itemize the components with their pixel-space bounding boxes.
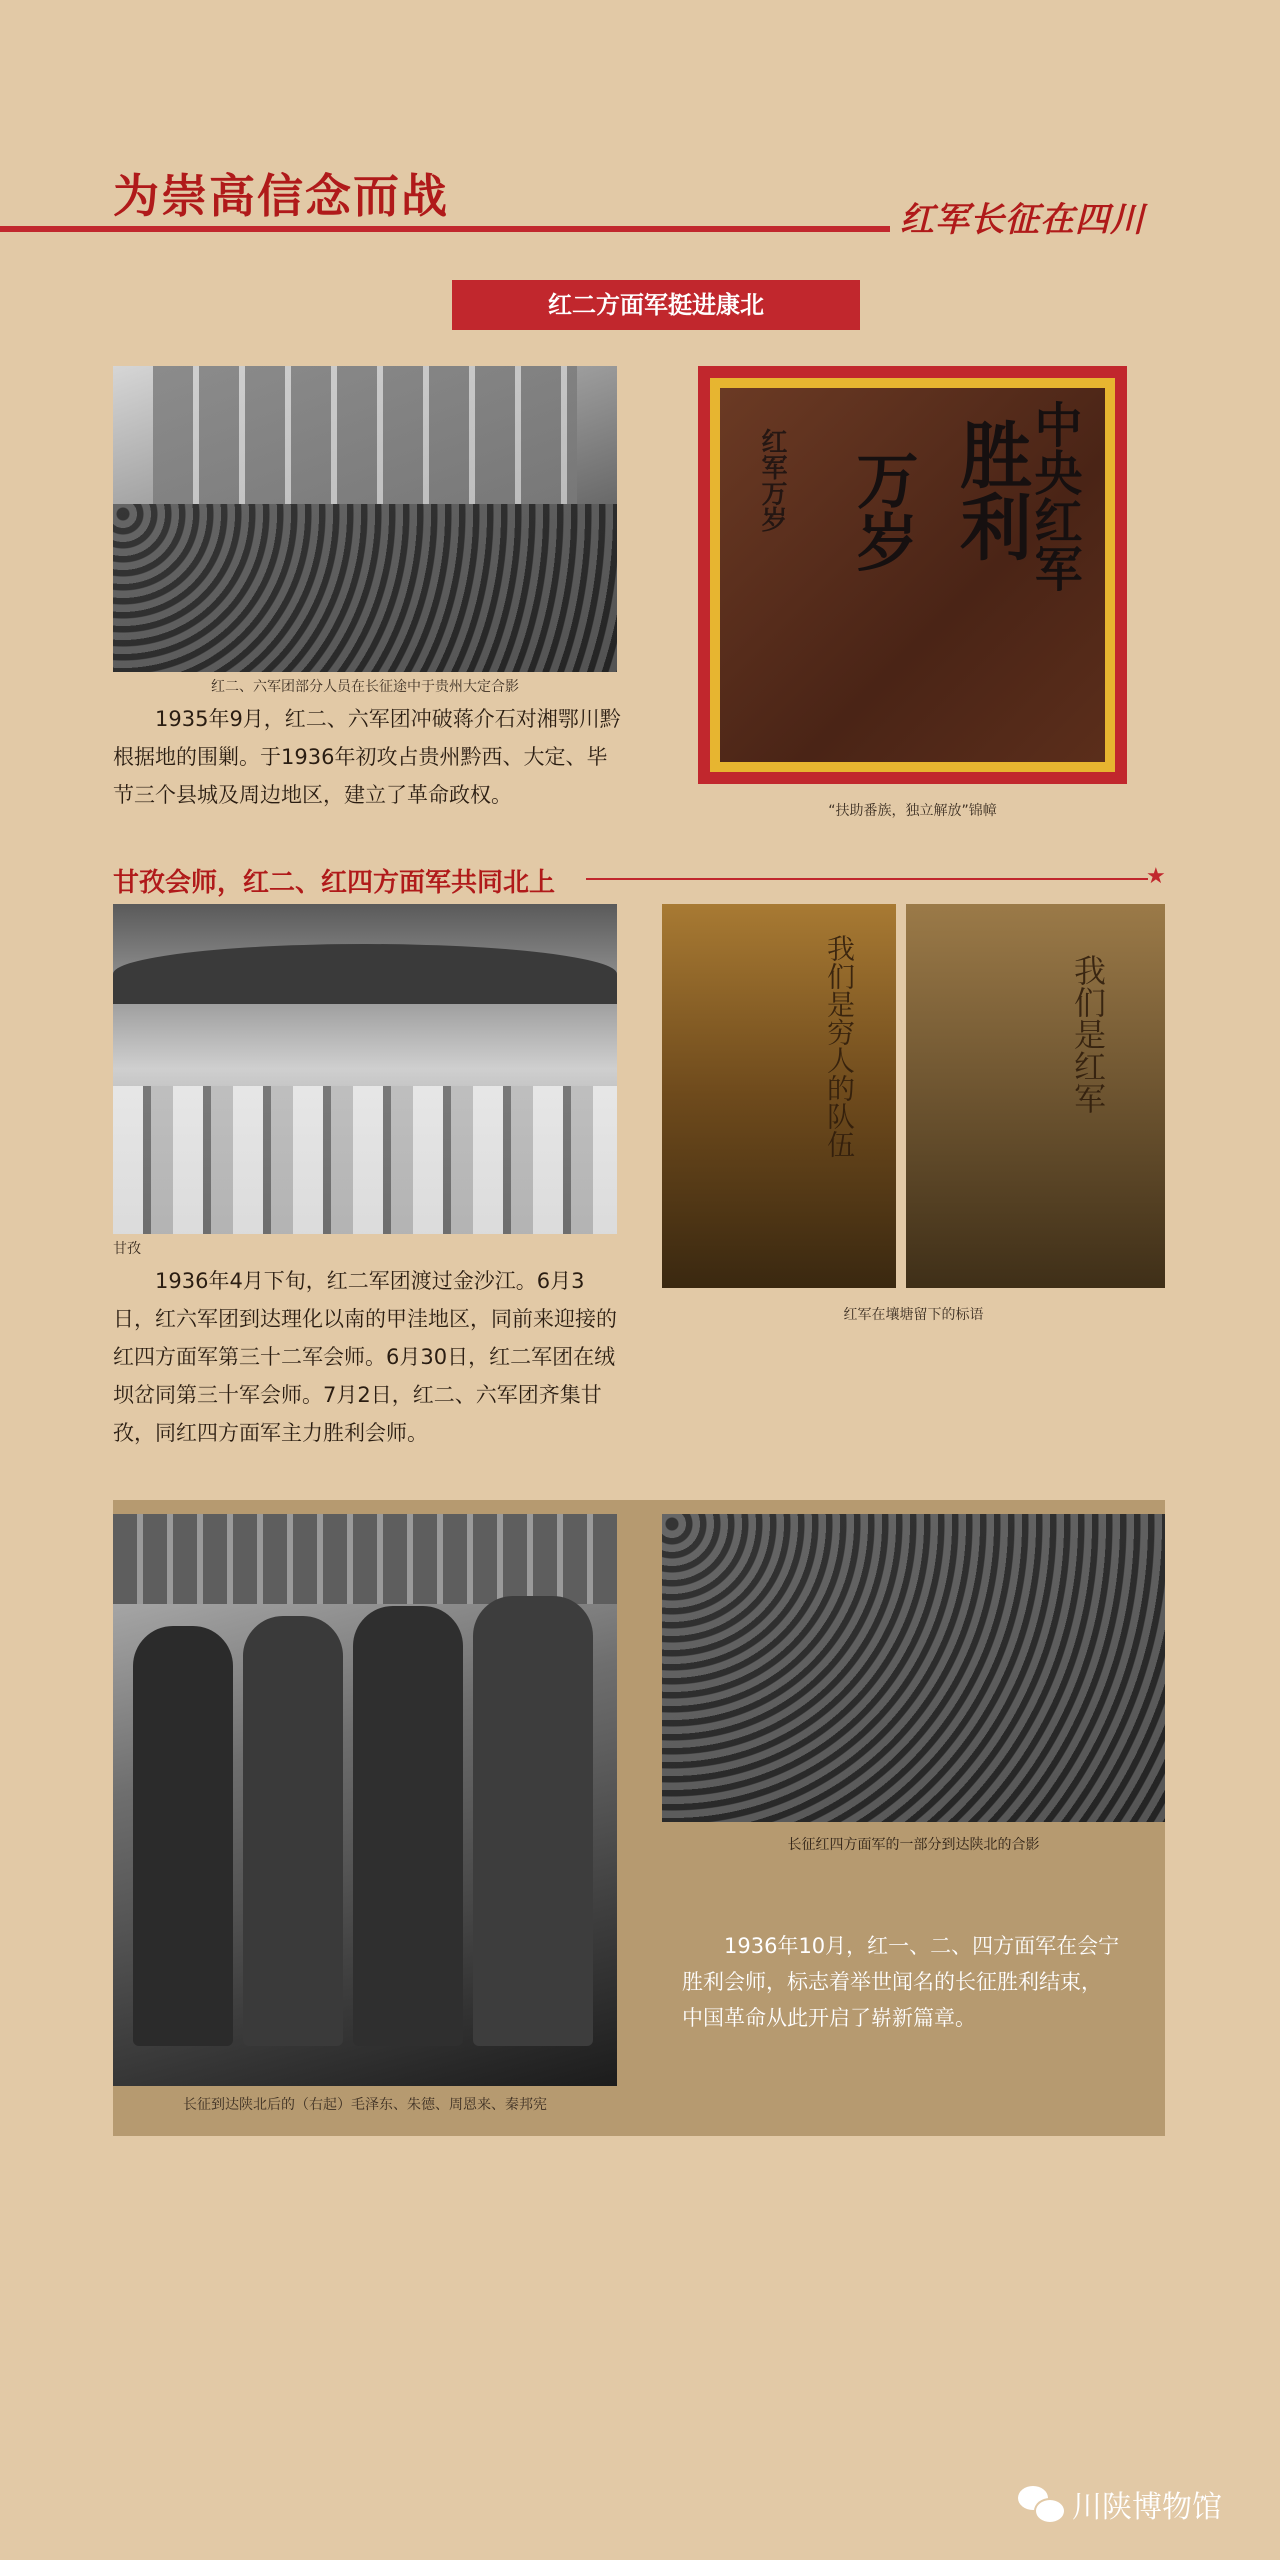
section2-paragraph: 1936年4月下旬，红二军团渡过金沙江。6月3日，红六军团到达理化以南的甲洼地区，同前来迎接的红四方面军第三十二军会师。6月30日，红二军团在绒坝岔同第三十军会师。7月2日，红二、六军团齐集甘孜，同红四方面军主力胜利会师。 [113, 1269, 617, 1445]
header-divider [0, 226, 890, 232]
fourth-army-photo-caption: 长征红四方面军的一部分到达陕北的合影 [787, 1837, 1040, 1853]
plaque-text-col2: 胜利 [948, 418, 1033, 562]
leaders-photo-caption: 长征到达陕北后的（右起）毛泽东、朱德、周恩来、秦邦宪 [183, 2097, 547, 2113]
banner-plaque-image [698, 366, 1127, 784]
star-icon: ★ [1146, 864, 1166, 889]
section2-divider [586, 878, 1148, 880]
board2-text: 我们是红军 [1069, 954, 1107, 1114]
series-title: 红军长征在四川 [900, 200, 1145, 240]
plaque-text-col1: 中央红军 [1026, 400, 1082, 592]
ganzi-photo-label: 甘孜 [113, 1241, 141, 1257]
leaders-photo [113, 1514, 617, 2086]
slogan-board-1 [662, 904, 896, 1288]
group-photo-dading [113, 366, 617, 672]
board1-text: 我们是穷人的队伍 [823, 934, 856, 1158]
section1-paragraph: 1935年9月，红二、六军团冲破蒋介石对湘鄂川黔根据地的围剿。于1936年初攻占贵州黔西、大定、毕节三个县城及周边地区，建立了革命政权。 [113, 707, 621, 807]
fourth-army-group-photo [662, 1514, 1165, 1822]
plaque-text-col3: 万岁 [846, 448, 919, 572]
plaque-caption: “扶助番族，独立解放”锦幛 [828, 803, 997, 819]
main-title: 为崇高信念而战 [113, 169, 449, 223]
wechat-icon [1018, 2486, 1064, 2522]
watermark [1018, 2482, 1222, 2526]
section3-paragraph: 1936年10月，红一、二、四方面军在会宁胜利会师，标志着举世闻名的长征胜利结束，中国革命从此开启了崭新篇章。 [682, 1934, 1120, 2030]
plaque-text-col4: 红军万岁 [757, 428, 787, 532]
section2-title: 甘孜会师，红二、红四方面军共同北上 [113, 868, 556, 898]
boards-caption: 红军在壤塘留下的标语 [843, 1307, 984, 1323]
section-banner: 红二方面军挺进康北 [452, 280, 860, 330]
watermark-text: 川陕博物馆 [1072, 2490, 1222, 2525]
slogan-board-2 [906, 904, 1165, 1288]
photo-caption-dading: 红二、六军团部分人员在长征途中于贵州大定合影 [211, 679, 519, 695]
ganzi-town-photo [113, 904, 617, 1234]
